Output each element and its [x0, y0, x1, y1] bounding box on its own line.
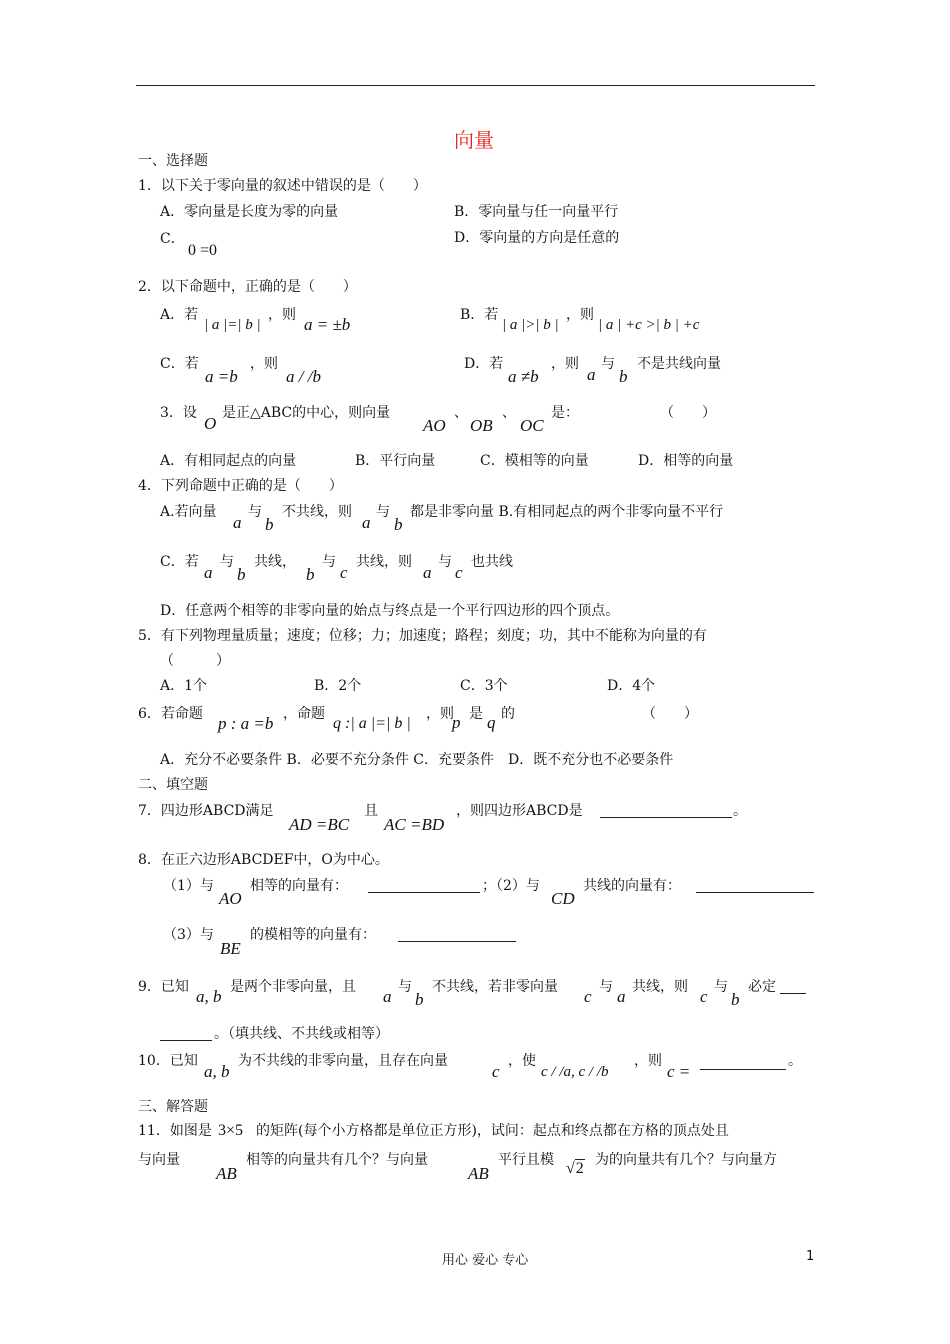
q10-math3: c = [667, 1062, 691, 1081]
q11-l2a: 与向量 [138, 1152, 180, 1168]
q3-option-d: D．相等的向量 [638, 453, 734, 469]
q2-d-pre: D．若 [464, 356, 504, 372]
q2-a-math1: | a |=| b | [204, 317, 261, 333]
q11-l2d: 为的向量共有几个？与向量方 [595, 1152, 777, 1168]
q3-option-b: B．平行向量 [355, 453, 436, 469]
q2-b-mid: ，则 [566, 307, 594, 323]
q5-stem: 5．有下列物理量质量；速度；位移；力；加速度；路程；刻度；功，其中不能称为向量的有 [138, 628, 707, 644]
q9-vec-b: b [415, 990, 424, 1009]
q2-a-mid: ，则 [268, 307, 296, 323]
q9-vec-c2: c [700, 987, 708, 1006]
q7-qie: 且 [364, 803, 378, 819]
q2-d-math3: b [619, 367, 628, 386]
q4-c-vec-a: a [204, 563, 213, 582]
q7-post: ，则四边形ABCD是 [456, 803, 583, 819]
q4-a-vec-b2: b [394, 515, 403, 534]
q6-q: q [487, 713, 496, 732]
q4-c-vec-c: c [340, 563, 348, 582]
q3-sep1: 、 [454, 405, 468, 421]
q4-c-vec-c2: c [455, 563, 463, 582]
q4-c-vec-a2: a [423, 563, 432, 582]
q11-t1: 的矩阵(每个小方格都是单位正方形)，试问：起点和终点都在方格的顶点处且 [256, 1123, 729, 1139]
q7-math1: AD =BC [289, 815, 350, 834]
q7-math2: AC =BD [384, 815, 445, 834]
q8-blank3 [398, 941, 516, 942]
q4-c-pre: C．若 [160, 554, 199, 570]
q8-blank2 [696, 892, 814, 893]
q11-matrix-size: 3×5 [218, 1122, 244, 1139]
q1-option-c-math: 0 =0 [188, 242, 218, 259]
q7-answer-blank [600, 817, 732, 818]
q2-b-math2: | a | +c >| b | +c [598, 317, 700, 333]
q2-d-mid: ，则 [551, 356, 579, 372]
q6-math2: q :| a |=| b | [333, 715, 411, 732]
q3-sep2: 、 [502, 405, 516, 421]
q9-math-ab: a, b [196, 987, 222, 1006]
q4-c-t3: 也共线 [471, 554, 513, 570]
q2-a-math2: a = ±b [304, 315, 351, 334]
q2-c-math2: a / /b [286, 367, 321, 386]
q4-a-vec-b: b [265, 515, 274, 534]
q4-a-vec-a: a [233, 513, 242, 532]
q3-pre: 3．设 [160, 405, 197, 421]
q9-yu3: 与 [714, 979, 728, 995]
q8-p2sep: ；（2）与 [482, 878, 540, 894]
q4-a-post: 都是非零向量 B.有相同起点的两个非零向量不平行 [410, 504, 724, 520]
q6-paren: （ ） [642, 706, 698, 722]
q6-math1: p : a =b [218, 714, 274, 733]
q7-pre: 7．四边形ABCD满足 [138, 803, 274, 819]
q4-a-vec-a2: a [362, 513, 371, 532]
q9-pre: 9．已知 [138, 979, 189, 995]
q9-t4: 必定 [748, 979, 776, 995]
q4-c-yu3: 与 [438, 554, 452, 570]
q1-option-a: A．零向量是长度为零的向量 [160, 204, 339, 220]
q2-d-math1: a ≠b [508, 367, 539, 386]
q3-math-ob: OB [470, 416, 493, 435]
q11-l2c: 平行且模 [498, 1152, 554, 1168]
page-title: 向量 [454, 128, 494, 152]
q2-d-mid2: 与 [601, 356, 615, 372]
q1-stem: 1．以下关于零向量的叙述中错误的是（ ） [138, 178, 427, 194]
q6-p: p [452, 713, 461, 732]
q4-stem: 4．下列命题中正确的是（ ） [138, 478, 343, 494]
q10-t2: ，使 [508, 1053, 536, 1069]
q9-t1: 是两个非零向量，且 [230, 979, 356, 995]
q6-shi: 是 [469, 706, 483, 722]
q2-b-pre: B．若 [460, 307, 499, 323]
q9-vec-b2: b [731, 990, 740, 1009]
q9-vec-c: c [584, 987, 592, 1006]
q11-l2b: 相等的向量共有几个？与向量 [246, 1152, 428, 1168]
q8-stem: 8．在正六边形ABCDEF中，O为中心。 [138, 852, 389, 868]
q10-pre: 10．已知 [138, 1053, 198, 1069]
q7-end: 。 [733, 803, 747, 819]
q3-paren: （ ） [660, 405, 716, 421]
section-heading-solve: 三、解答题 [138, 1099, 208, 1115]
q3-option-c: C．模相等的向量 [480, 453, 589, 469]
header-rule [136, 85, 815, 86]
q4-a-pre: A.若向量 [160, 504, 217, 520]
q6-pre: 6．若命题 [138, 706, 203, 722]
q3-math-o: O [204, 414, 217, 433]
q8-blank1 [368, 892, 480, 893]
q3-option-a: A．有相同起点的向量 [160, 453, 297, 469]
q4-c-vec-b2: b [306, 565, 315, 584]
q10-vec-c: c [492, 1062, 500, 1081]
q4-c-yu: 与 [220, 554, 234, 570]
q9-blank-a [780, 993, 806, 994]
page-number: 1 [806, 1249, 815, 1264]
q1-option-d: D．零向量的方向是任意的 [454, 230, 620, 246]
q11-pre: 11．如图是 [138, 1123, 212, 1139]
q9-t3: 共线，则 [632, 979, 688, 995]
q3-math-oc: OC [520, 416, 544, 435]
q9-vec-a: a [383, 987, 392, 1006]
q4-a-mid: 不共线，则 [282, 504, 352, 520]
q2-d-math2: a [587, 365, 596, 384]
q9-t2: 不共线，若非零向量 [432, 979, 558, 995]
q9-blank-b [160, 1040, 212, 1041]
q5-option-c: C．3个 [460, 678, 508, 694]
q11-sqrt-radicand: 2 [575, 1160, 584, 1177]
q5-option-a: A．1个 [160, 678, 208, 694]
q8-p1: （1）与 [163, 878, 214, 894]
q5-option-d: D．4个 [607, 678, 656, 694]
q10-t3: ，则 [634, 1053, 662, 1069]
q10-t1: 为不共线的非零向量，且存在向量 [238, 1053, 448, 1069]
q3-mid: 是正△ABC的中心，则向量 [222, 405, 391, 421]
q2-c-math1: a =b [205, 367, 238, 386]
q9-vec-a2: a [617, 987, 626, 1006]
q5-option-b: B．2个 [314, 678, 362, 694]
q4-c-yu2: 与 [322, 554, 336, 570]
page-footer: 用心 爱心 专心 [442, 1253, 529, 1268]
q2-c-pre: C．若 [160, 356, 199, 372]
section-heading-choice: 一、选择题 [138, 153, 208, 169]
q6-options: A．充分不必要条件 B．必要不充分条件 C．充要条件 D．既不充分也不必要条件 [160, 752, 674, 768]
section-heading-fill: 二、填空题 [138, 777, 208, 793]
q4-c-vec-b: b [237, 565, 246, 584]
q6-mid: ，命题 [283, 706, 325, 722]
q3-post: 是： [551, 405, 579, 421]
q8-math1: AO [219, 889, 242, 908]
q4-option-d: D．任意两个相等的非零向量的始点与终点是一个平行四边形的四个顶点。 [160, 603, 620, 619]
q10-end: 。 [788, 1053, 802, 1069]
q8-math2: CD [551, 889, 575, 908]
q6-mid2: ，则 [426, 706, 454, 722]
q2-a-pre: A．若 [160, 307, 199, 323]
q11-vec-ab2: AB [468, 1164, 489, 1183]
q4-a-yu: 与 [248, 504, 262, 520]
q10-math-ab: a, b [204, 1062, 230, 1081]
q11-vec-ab: AB [216, 1164, 237, 1183]
q3-math-ao: AO [423, 416, 446, 435]
q9-line2: 。（填共线、不共线或相等） [214, 1026, 389, 1042]
q4-c-t2: 共线，则 [356, 554, 412, 570]
q10-answer-blank [700, 1069, 786, 1070]
q2-d-post: 不是共线向量 [637, 356, 721, 372]
q2-stem: 2．以下命题中，正确的是（ ） [138, 279, 357, 295]
q8-p3: （3）与 [163, 927, 214, 943]
q11-sqrt: √2 [566, 1160, 584, 1177]
q4-c-t1: 共线， [254, 554, 296, 570]
q8-p3b: 的模相等的向量有： [250, 927, 376, 943]
q2-b-math1: | a |>| b | [502, 317, 559, 333]
q8-p2b: 共线的向量有： [583, 878, 681, 894]
q1-option-b: B．零向量与任一向量平行 [454, 204, 619, 220]
q1-option-c: C． [160, 231, 185, 247]
q9-yu2: 与 [599, 979, 613, 995]
q9-yu: 与 [398, 979, 412, 995]
q6-de: 的 [501, 706, 515, 722]
q4-a-yu2: 与 [376, 504, 390, 520]
q8-math3: BE [220, 939, 241, 958]
q5-paren: （ ） [160, 653, 230, 669]
q2-c-mid: ，则 [250, 356, 278, 372]
q8-p1b: 相等的向量有： [250, 878, 348, 894]
q10-math2: c / /a, c / /b [541, 1064, 609, 1080]
